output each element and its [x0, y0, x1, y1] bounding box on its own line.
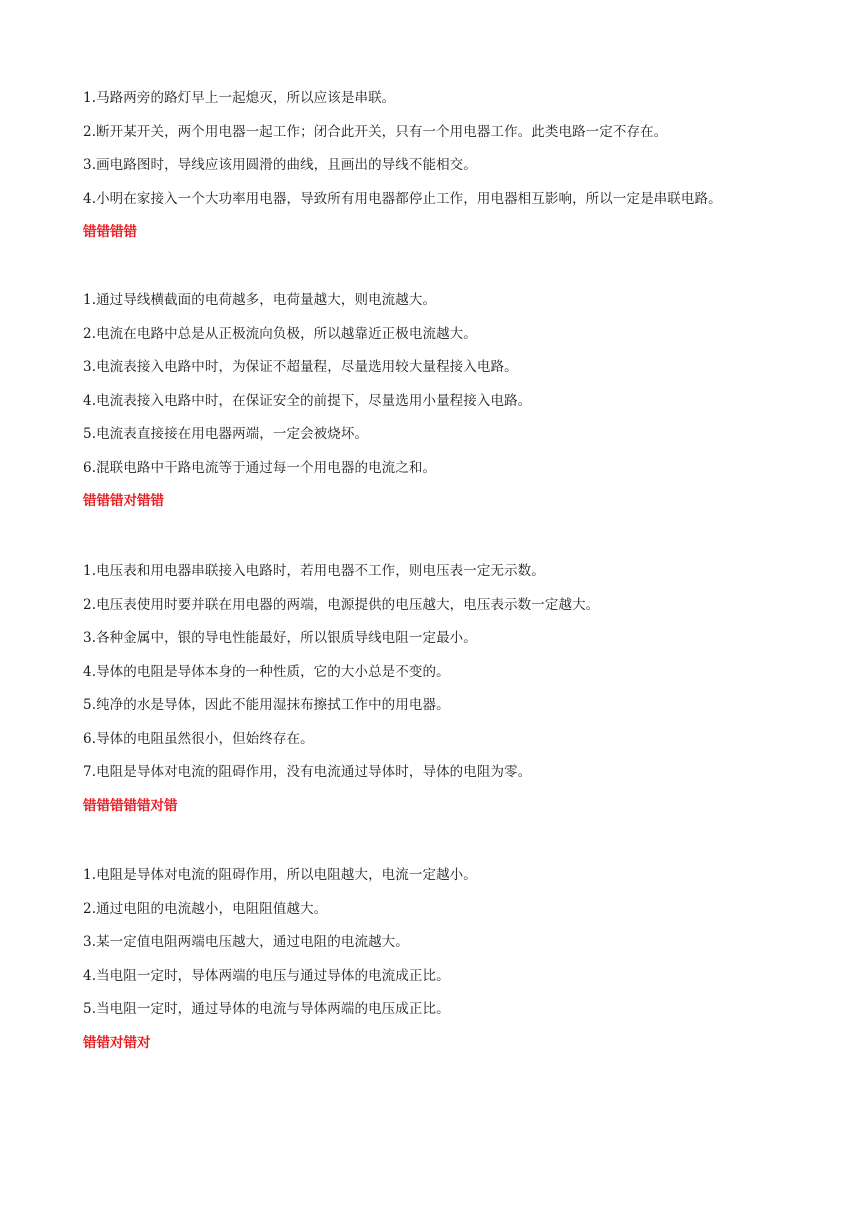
statement-item: 1.电阻是导体对电流的阻碍作用，所以电阻越大，电流一定越小。: [83, 867, 477, 883]
statement-item: 4.导体的电阻是导体本身的一种性质，它的大小总是不变的。: [83, 663, 450, 680]
statement-item: 4.当电阻一定时，导体两端的电压与通过导体的电流成正比。: [83, 967, 450, 984]
statement-item: 2.电流在电路中总是从正极流向负极，所以越靠近正极电流越大。: [83, 325, 477, 342]
statement-item: 2.断开某开关，两个用电器一起工作；闭合此开关，只有一个用电器工作。此类电路一定不存在。: [83, 123, 668, 140]
statement-item: 5.电流表直接接在用电器两端，一定会被烧坏。: [83, 426, 369, 442]
answer-key: 错错错错: [83, 224, 137, 240]
statement-item: 1.马路两旁的路灯早上一起熄灭，所以应该是串联。: [83, 90, 396, 106]
statement-item: 1.通过导线横截面的电荷越多，电荷量越大，则电流越大。: [83, 292, 437, 308]
answer-key: 错错错对错错: [83, 493, 164, 509]
question-group-1: [83, 90, 853, 241]
statement-item: 6.导体的电阻虽然很小，但始终存在。: [83, 730, 314, 747]
statement-item: 2.通过电阻的电流越小，电阻阻值越大。: [83, 900, 328, 917]
statement-item: 5.纯净的水是导体，因此不能用湿抹布擦拭工作中的用电器。: [83, 697, 450, 713]
statement-item: 3.各种金属中，银的导电性能最好，所以银质导线电阻一定最小。: [83, 630, 477, 646]
question-group-4: [83, 867, 853, 1052]
statement-item: 6.混联电路中干路电流等于通过每一个用电器的电流之和。: [83, 459, 437, 476]
statement-item: 7.电阻是导体对电流的阻碍作用，没有电流通过导体时，导体的电阻为零。: [83, 764, 532, 780]
question-group-3: [83, 563, 853, 815]
statement-item: 1.电压表和用电器串联接入电路时，若用电器不工作，则电压表一定无示数。: [83, 563, 545, 579]
statement-item: 3.电流表接入电路中时，为保证不超量程，尽量选用较大量程接入电路。: [83, 359, 518, 375]
question-group-2: [83, 292, 853, 510]
statement-item: 4.小明在家接入一个大功率用电器，导致所有用电器都停止工作，用电器相互影响，所以一定是串联电路。: [83, 190, 722, 207]
answer-key: 错错错错错对错: [83, 797, 178, 814]
statement-item: 3.画电路图时，导线应该用圆滑的曲线，且画出的导线不能相交。: [83, 157, 477, 173]
answer-key: 错错对错对: [83, 1034, 151, 1051]
statement-item: 5.当电阻一定时，通过导体的电流与导体两端的电压成正比。: [83, 1001, 450, 1017]
statement-item: 4.电流表接入电路中时，在保证安全的前提下，尽量选用小量程接入电路。: [83, 392, 532, 409]
statement-item: 3.某一定值电阻两端电压越大，通过电阻的电流越大。: [83, 934, 409, 950]
statement-item: 2.电压表使用时要并联在用电器的两端，电源提供的电压越大，电压表示数一定越大。: [83, 596, 600, 613]
